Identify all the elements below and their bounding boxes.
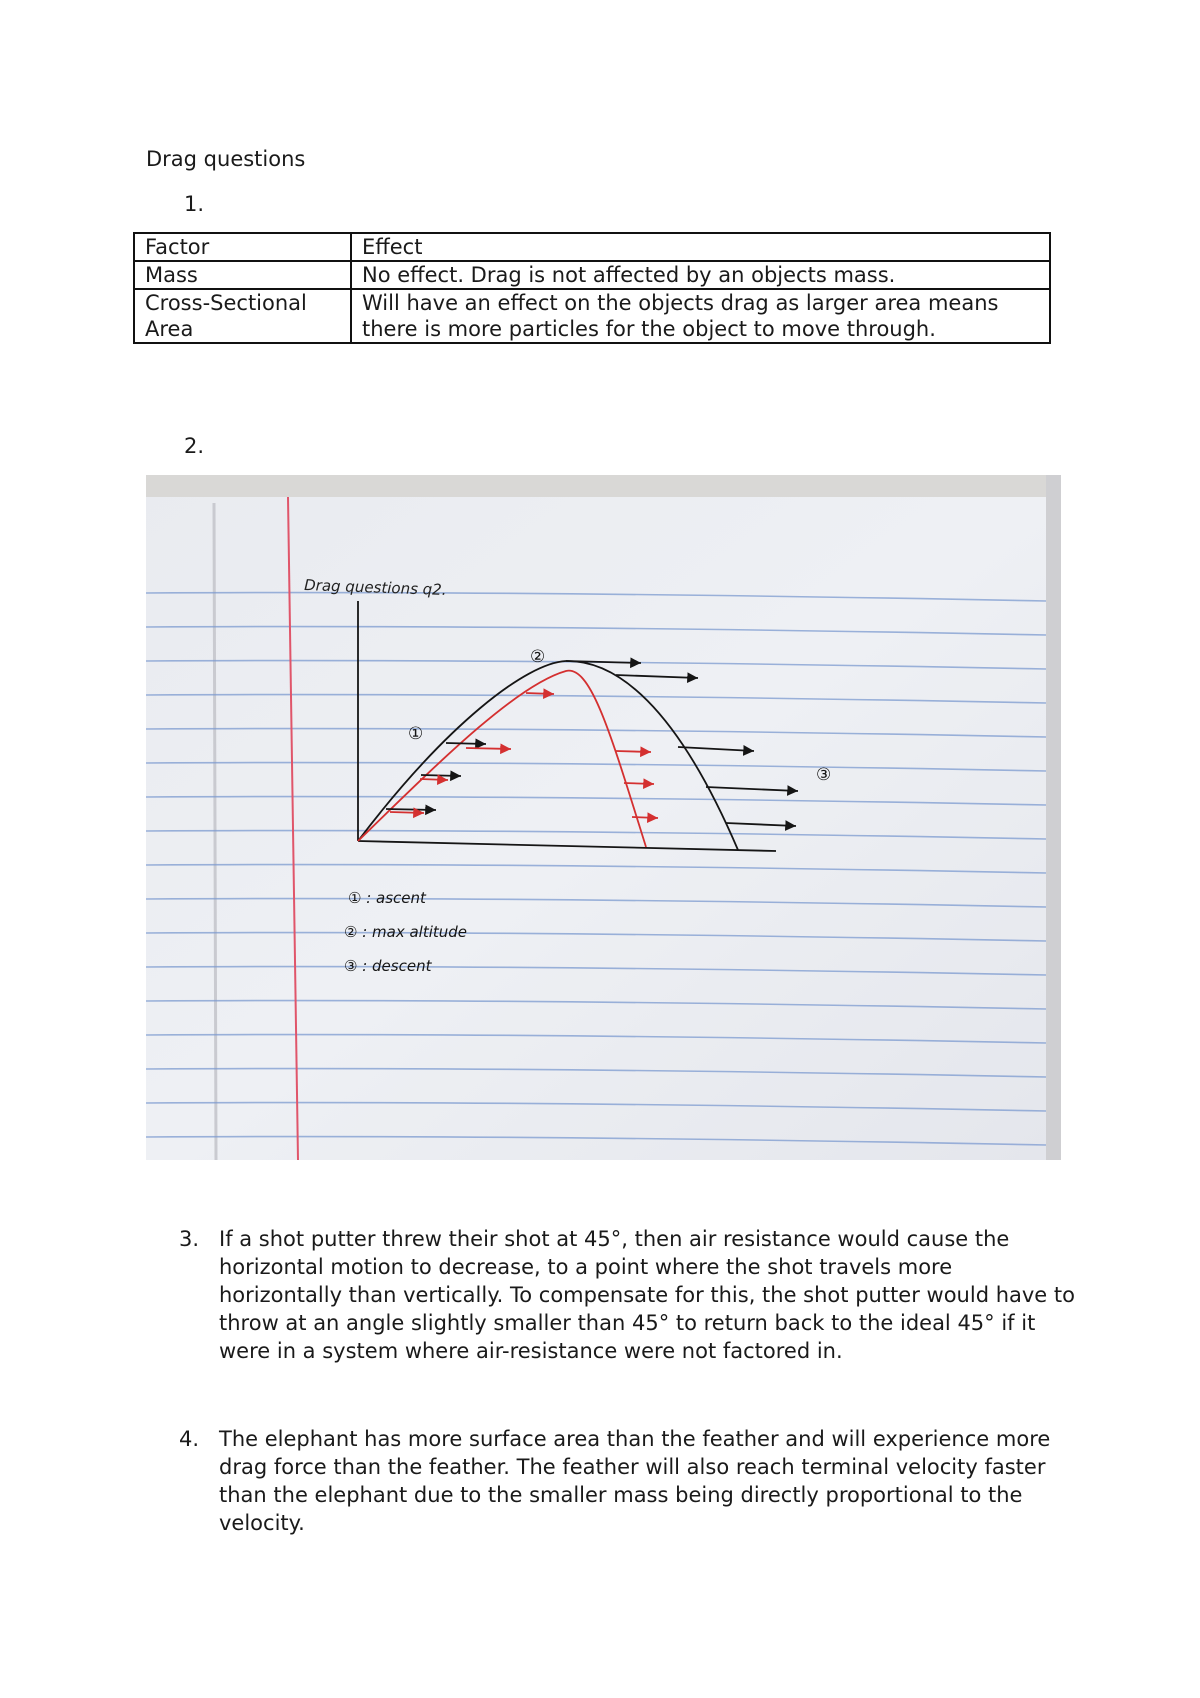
table-row: [134, 261, 1050, 289]
question-2-number: 2.: [184, 434, 205, 458]
table-cell: No effect. Drag is not affected by an objects mass.: [351, 261, 1050, 289]
legend-descent: ③ : descent: [344, 957, 432, 975]
table-row: [134, 289, 1050, 343]
table-cell: Mass: [134, 261, 351, 289]
paper-background: [146, 475, 1061, 1160]
question-4-answer: The elephant has more surface area than the feather and will experience more drag force than the feather. The feather will also reach terminal velocity faster than the elephant due to the smaller mass being directly proportional to the velocity.: [219, 1427, 1051, 1535]
label-max-altitude-mark: ②: [530, 647, 546, 667]
photo-heading: Drag questions q2.: [303, 576, 447, 599]
question-3-answer: If a shot putter threw their shot at 45°, then air resistance would cause the horizontal motion to decrease, to a point where the shot travels more horizontally than vertically. To compensate for this, the shot putter would have to throw at an angle slightly smaller than 45° to return back to the ideal 45° if it were in a system where air-resistance were not factored in.: [219, 1227, 1075, 1363]
page-fold: [214, 503, 216, 1160]
page-title: Drag questions: [146, 147, 306, 171]
question-1-number: 1.: [184, 192, 205, 216]
question-4: [179, 1425, 1079, 1537]
question-4-number: 4.: [179, 1427, 200, 1451]
factor-table: [133, 232, 1051, 344]
legend-max-altitude: ② : max altitude: [344, 923, 468, 941]
notebook-photo: [146, 475, 1061, 1160]
label-descent-mark: ③: [816, 765, 832, 785]
table-cell: Cross-Sectional Area: [134, 289, 351, 343]
table-header-cell: Factor: [134, 233, 351, 261]
table-header-row: [134, 233, 1050, 261]
question-3: [179, 1225, 1079, 1365]
question-3-number: 3.: [179, 1227, 200, 1251]
label-ascent-mark: ①: [408, 724, 424, 744]
photo-right-edge: [1046, 475, 1061, 1160]
table-header-cell: Effect: [351, 233, 1050, 261]
photo-top-edge: [146, 475, 1061, 497]
legend-ascent: ① : ascent: [348, 889, 426, 907]
table-cell: Will have an effect on the objects drag as larger area means there is more particles for the object to move through.: [351, 289, 1050, 343]
